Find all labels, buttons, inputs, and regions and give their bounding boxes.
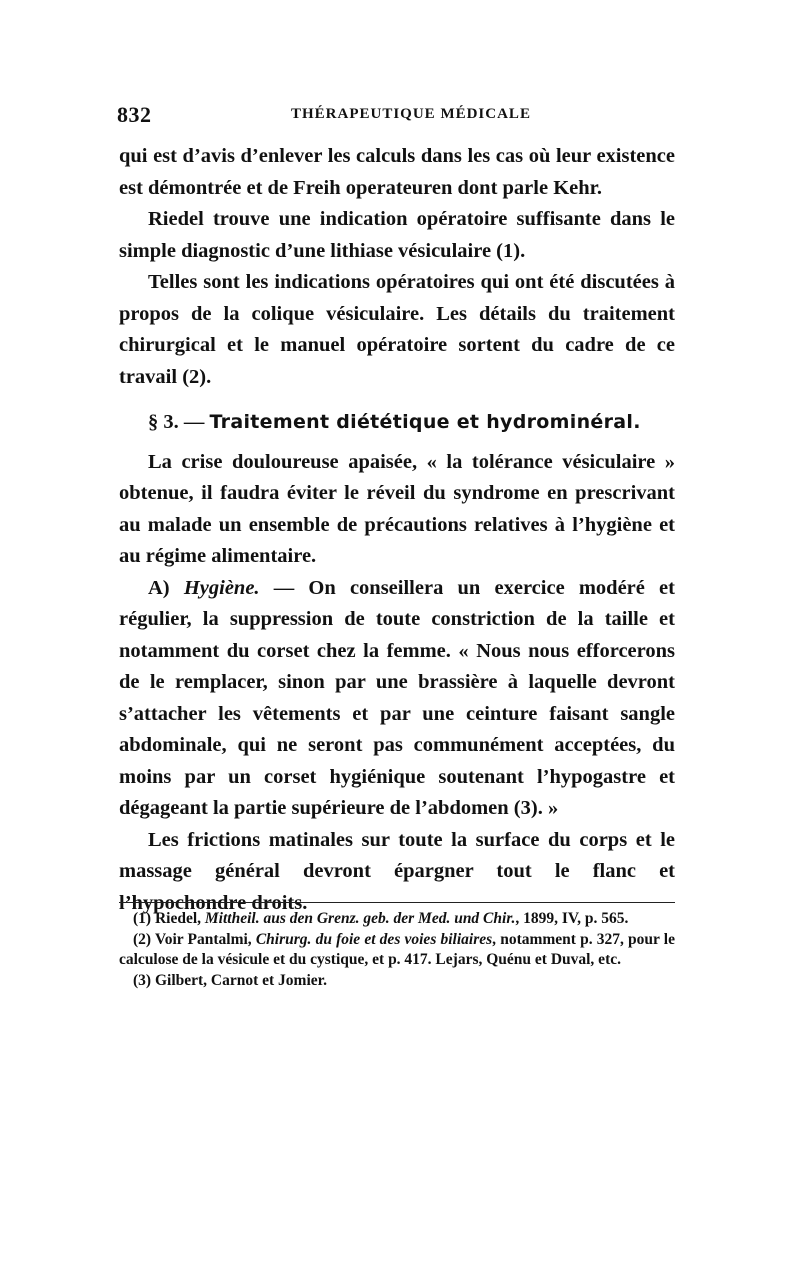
footnote-marker: (3) bbox=[133, 972, 152, 990]
footnote-text: Voir Pantalmi, bbox=[154, 930, 252, 948]
footnote-text: , notamment p. 327, pour le calculose de la vésicule et du cystique, et p. 417. Lejars, Quénu et Duval, etc. bbox=[119, 930, 675, 969]
hygiene-text: — On conseillera un exercice modéré et régulier, la suppression de toute constriction de la taille et notamment du corset chez la femme. « Nous nous efforcerons de le remplacer, sinon par une brassière à laquelle devront s’attacher les vêtements et par une ceinture faisant sangle abdominale, qui ne seront pas communément acceptées, du moins par un corset hygiénique soutenant l’hypogastre et dégageant la partie supérieure de l’abdomen (3). » bbox=[119, 576, 675, 819]
page-header bbox=[117, 100, 673, 130]
section-title: Traitement diététique et hydrominéral. bbox=[209, 411, 641, 433]
paragraph-riedel: Riedel trouve une indication opératoire suffisante dans le simple diagnostic d’une lithiase vésiculaire (1). bbox=[119, 208, 675, 262]
footnote-citation: Chirurg. du foie et des voies biliaires bbox=[255, 930, 493, 948]
paragraph-hygiene bbox=[119, 573, 675, 825]
paragraph-crise: La crise douloureuse apaisée, « la tolérance vésiculaire » obtenue, il faudra éviter le réveil du syndrome en prescrivant au malade un ensemble de précautions relatives à l’hygiène et au régime alimentaire. bbox=[119, 450, 675, 567]
running-title: THÉRAPEUTIQUE MÉDICALE bbox=[291, 106, 531, 122]
section-number: § 3. — bbox=[148, 411, 205, 433]
paragraph-frictions: Les frictions matinales sur toute la surface du corps et le massage général devront épargner tout le flanc et l’hypochondre droits. bbox=[119, 828, 675, 914]
main-text bbox=[119, 141, 675, 919]
footnotes bbox=[119, 909, 675, 992]
footnote-2 bbox=[119, 930, 675, 971]
paragraph-indications: Telles sont les indications opératoires qui ont été discutées à propos de la colique vésiculaire. Les détails du traitement chirurgical et le manuel opératoire sortent du cadre de ce travail (2). bbox=[119, 271, 675, 388]
section-heading bbox=[119, 407, 675, 439]
footnote-marker: (1) bbox=[133, 910, 152, 927]
footnote-text: , 1899, IV, p. 565. bbox=[515, 910, 629, 927]
hygiene-title: Hygiène. bbox=[183, 576, 260, 599]
footnote-text: Gilbert, Carnot et Jomier. bbox=[154, 972, 327, 990]
paragraph-continuation: qui est d’avis d’enlever les calculs dans les cas où leur existence est démontrée et de Freih operateuren dont parle Kehr. bbox=[119, 145, 675, 199]
footnote-rule bbox=[119, 902, 675, 903]
footnote-1 bbox=[119, 909, 675, 930]
page-number: 832 bbox=[117, 102, 152, 127]
footnote-citation: Mittheil. aus den Grenz. geb. der Med. und Chir. bbox=[204, 910, 516, 927]
footnote-marker: (2) bbox=[133, 930, 152, 948]
footnote-text: Riedel, bbox=[154, 910, 202, 927]
hygiene-lead: A) bbox=[148, 576, 170, 599]
footnote-3 bbox=[119, 971, 675, 992]
